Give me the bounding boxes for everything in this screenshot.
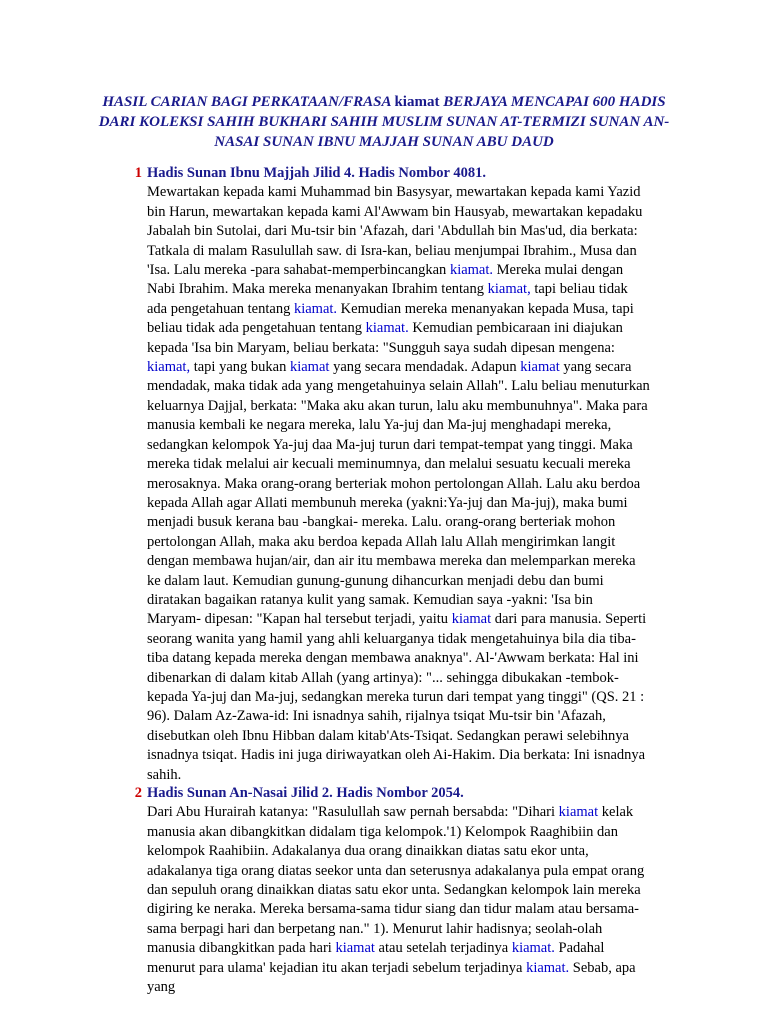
search-results-header — [88, 92, 680, 152]
result-entry-1 — [130, 164, 650, 785]
keyword-highlight: kiamat, — [487, 281, 531, 298]
text-segment: tapi yang bukan — [190, 359, 290, 376]
text-segment: tapi beliau tidak ada pengetahuan tentang — [147, 281, 628, 317]
text-segment: Sebab, apa yang — [147, 959, 636, 996]
text-segment: dari para manusia. Seperti seorang wanita yang hamil yang ahli keluarganya tidak mengetahuinya bila dia tiba-tiba datang kepada mereka dengan membawa anaknya". Al-'Awwam berkata: Hal ini dibenarkan di dalam kitab Allah (yang artinya): "... sehingga dibukakan -tembok- kepada Ya-juj dan Ma-juj, sedangkan mereka turun dari tempat yang tinggi" (QS. 21 : 96). Dalam Az-Zawa-id: Ini isnadnya sahih, rijalnya tsiqat Mu-tsir bin 'Afazah, disebutkan oleh Ibnu Hibban dalam kitab'Ats-Tsiqat. Sedangkan perawi selebihnya isnadnya tsiqat. Hadis ini juga diriwayatkan oleh Ai-Hakim. Dia berkata: Ini isnadnya sahih. — [147, 611, 647, 783]
result-number: 2 — [134, 785, 142, 801]
header-prefix: HASIL CARIAN BAGI PERKATAAN/FRASA — [102, 94, 391, 110]
keyword-highlight: kiamat. — [526, 959, 570, 976]
text-segment: yang secara mendadak, maka tidak ada yang mengetahuinya selain Allah". Lalu beliau menuturkan keluarnya Dajjal, berkata: "Maka aku akan turun, lalu aku membunuhnya". Maka para manusia kembali ke negara mereka, lalu Ya-juj dan Ma-juj menghadapi mereka, sedangkan kelompok Ya-juj daa Ma-juj turun dari tempat-tempat yang tinggi. Maka mereka tidak melalui air kecuali meminumnya, dan melalui sesuatu kecuali mereka merosaknya. Maka orang-orang berteriak mohon pertolongan Allah. Lalu aku berdoa kepada Allah agar Allati membunuh mereka (yakni:Ya-juj dan Ma-juj), maka bumi menjadi busuk kerana bau -bangkai- mereka. Lalu. orang-orang berteriak mohon pertolongan Allah, maka aku berdoa kepada Allah lalu Allah mengirimkan langit dengan membawa hujan/air, dan air itu membawa mereka dan melemparkan mereka ke dalam laut. Kemudian gunung-gunung dihancurkan menjadi debu dan bumi diratakan bagaikan ratanya kulit yang samak. Kemudian saya -yakni: 'Isa bin Maryam- dipesan: "Kapan hal tersebut terjadi, yaitu — [147, 359, 650, 628]
text-segment: Padahal menurut para ulama' kejadian itu akan terjadi sebelum terjadinya — [147, 940, 605, 976]
text-segment: yang secara mendadak. Adapun — [329, 359, 521, 376]
result-entry-2 — [130, 784, 650, 997]
keyword-highlight: kiamat — [289, 359, 330, 376]
result-text — [147, 803, 650, 997]
result-number: 1 — [134, 165, 142, 181]
keyword-highlight: kiamat. — [511, 940, 555, 957]
text-segment: Kemudian pembicaraan ini diajukan kepada 'Isa bin Maryam, beliau berkata: "Sungguh saya sudah dipesan mengena: — [147, 320, 623, 356]
result-text — [147, 183, 650, 785]
keyword-highlight: kiamat — [558, 804, 599, 821]
text-segment: Kemudian mereka menanyakan kepada Musa, tapi beliau tidak ada pengetahuan tentang — [147, 300, 634, 337]
text-segment: kelak manusia akan dibangkitkan didalam tiga kelompok.'1) Kelompok Raaghibiin dan kelompok Raahibiin. Adakalanya dua orang dinaikkan diatas satu ekor unta, adakalanya tiga orang diatas seekor unta dan seterusnya adakalanya pula empat orang dan sepuluh orang dinaikkan diatas satu ekor unta. Sedangkan kelompok lain mereka digiring ke neraka. Mereka bersama-sama tidur siang dan tidur malam atau bersama-sama berpagi hari dan berpetang nan." 1). Menurut lahir hadisnya; seolah-olah manusia dibangkitkan pada hari — [147, 804, 645, 957]
keyword-highlight: kiamat — [451, 611, 492, 628]
keyword-highlight: kiamat. — [365, 320, 409, 337]
header-keyword: kiamat — [394, 94, 440, 110]
header-suffix: BERJAYA MENCAPAI 600 HADIS DARI KOLEKSI SAHIH BUKHARI SAHIH MUSLIM SUNAN AT-TERMIZI SUNAN AN-NASAI SUNAN IBNU MAJJAH SUNAN ABU DAUD — [98, 94, 670, 150]
text-segment: Mereka mulai dengan Nabi Ibrahim. Maka mereka menanyakan Ibrahim tentang — [147, 262, 624, 298]
text-segment: Mewartakan kepada kami Muhammad bin Basysyar, mewartakan kepada kami Yazid bin Harun, mewartakan kepada kami Al'Awwam bin Hausyab, mewartakan kepadaku Jabalah bin Sutolai, dari Mu-tsir bin 'Afazah, dari 'Abdullah bin Mas'ud, dia berkata: Tatkala di malam Rasulullah saw. di Isra-kan, beliau menjumpai Ibrahim., Musa dan 'Isa. Lalu mereka -para sahabat-memperbincangkan — [147, 184, 643, 279]
keyword-highlight: kiamat. — [449, 262, 494, 279]
result-title[interactable]: Hadis Sunan Ibnu Majjah Jilid 4. Hadis Nombor 4081. — [147, 165, 486, 181]
text-segment: Dari Abu Hurairah katanya: "Rasulullah saw pernah bersabda: "Dihari — [147, 804, 559, 821]
text-segment: atau setelah terjadinya — [374, 940, 512, 957]
keyword-highlight: kiamat — [335, 940, 375, 957]
keyword-highlight: kiamat, — [147, 359, 191, 376]
keyword-highlight: kiamat — [520, 359, 560, 376]
result-title[interactable]: Hadis Sunan An-Nasai Jilid 2. Hadis Nombor 2054. — [147, 785, 464, 801]
keyword-highlight: kiamat. — [293, 300, 338, 317]
